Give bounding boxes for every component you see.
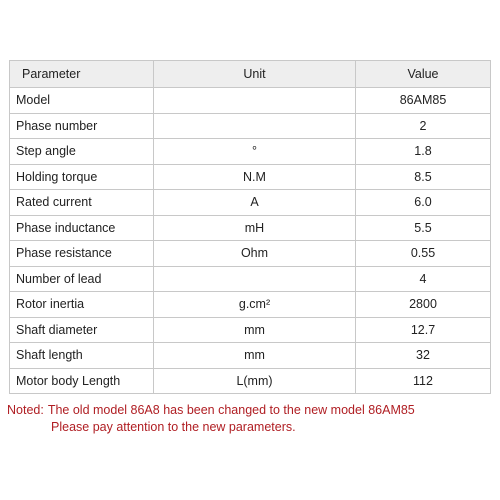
cell-value: 32 [356, 343, 491, 369]
note-label: Noted: [7, 403, 44, 417]
cell-parameter: Model [10, 88, 154, 114]
cell-unit: mm [154, 317, 356, 343]
table-row [10, 215, 491, 241]
cell-value: 8.5 [356, 164, 491, 190]
cell-unit: mH [154, 215, 356, 241]
cell-unit: mm [154, 343, 356, 369]
spec-table [9, 60, 491, 394]
cell-parameter: Rated current [10, 190, 154, 216]
table-row [10, 317, 491, 343]
table-row [10, 292, 491, 318]
cell-value: 2 [356, 113, 491, 139]
cell-value: 5.5 [356, 215, 491, 241]
cell-parameter: Motor body Length [10, 368, 154, 394]
cell-parameter: Shaft diameter [10, 317, 154, 343]
table-row [10, 88, 491, 114]
cell-unit: A [154, 190, 356, 216]
table-row [10, 343, 491, 369]
cell-unit: ° [154, 139, 356, 165]
header-parameter: Parameter [10, 61, 154, 88]
table-row [10, 368, 491, 394]
table-row [10, 164, 491, 190]
cell-unit: N.M [154, 164, 356, 190]
cell-unit: g.cm² [154, 292, 356, 318]
cell-parameter: Phase number [10, 113, 154, 139]
cell-parameter: Phase resistance [10, 241, 154, 267]
table-row [10, 113, 491, 139]
cell-value: 2800 [356, 292, 491, 318]
table-body [10, 88, 491, 394]
cell-parameter: Phase inductance [10, 215, 154, 241]
cell-parameter: Number of lead [10, 266, 154, 292]
cell-value: 0.55 [356, 241, 491, 267]
cell-unit: L(mm) [154, 368, 356, 394]
cell-value: 6.0 [356, 190, 491, 216]
table-row [10, 139, 491, 165]
cell-parameter: Step angle [10, 139, 154, 165]
cell-value: 1.8 [356, 139, 491, 165]
cell-unit [154, 266, 356, 292]
table-row [10, 241, 491, 267]
cell-parameter: Holding torque [10, 164, 154, 190]
table-row [10, 190, 491, 216]
note-text-1: The old model 86A8 has been changed to the new model 86AM85 [47, 403, 415, 417]
note-line-1 [7, 402, 493, 419]
cell-parameter: Rotor inertia [10, 292, 154, 318]
cell-unit: Ohm [154, 241, 356, 267]
header-row [10, 61, 491, 88]
note-line-2 [7, 419, 493, 436]
header-unit: Unit [154, 61, 356, 88]
table-header [10, 61, 491, 88]
cell-unit [154, 113, 356, 139]
cell-value: 12.7 [356, 317, 491, 343]
cell-value: 4 [356, 266, 491, 292]
note-block [7, 402, 493, 436]
cell-parameter: Shaft length [10, 343, 154, 369]
table-row [10, 266, 491, 292]
cell-value: 86AM85 [356, 88, 491, 114]
note-text-2: Please pay attention to the new parameters. [51, 420, 296, 434]
cell-value: 112 [356, 368, 491, 394]
header-value: Value [356, 61, 491, 88]
cell-unit [154, 88, 356, 114]
